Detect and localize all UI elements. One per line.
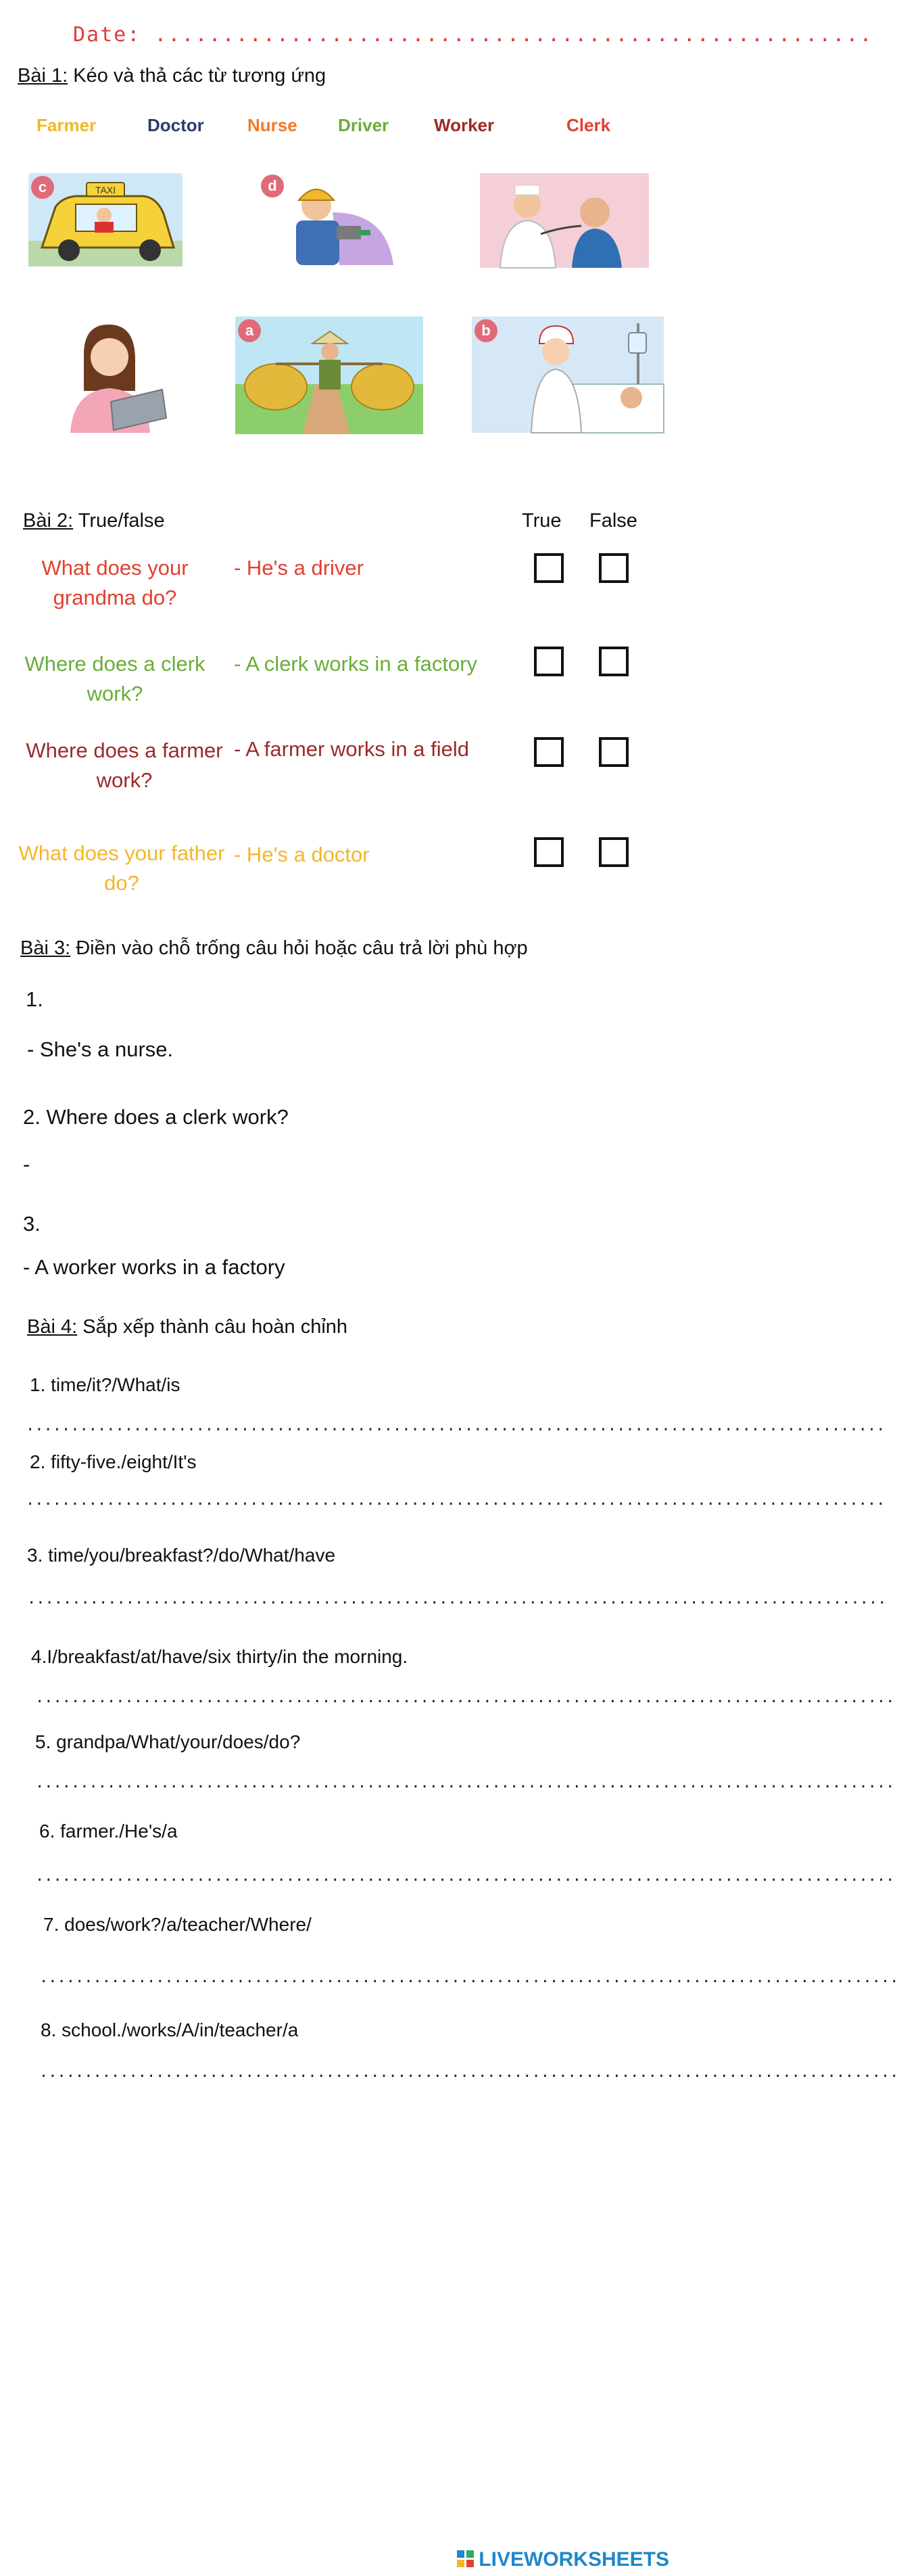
section-3-line-5: 3. <box>23 1212 41 1236</box>
section-3-line-4: - <box>23 1152 30 1176</box>
reorder-item-2: 2. fifty-five./eight/It's <box>30 1451 197 1472</box>
reorder-item-1: 1. time/it?/What/is <box>30 1374 180 1395</box>
picture-nurse <box>472 317 664 433</box>
picture-badge-a: a <box>238 319 261 342</box>
false-checkbox-1[interactable] <box>599 553 629 583</box>
question-4: What does your father do? <box>18 841 225 895</box>
section-2-label: Bài 2: <box>23 510 74 532</box>
section-1-heading <box>18 65 326 87</box>
picture-driver <box>28 173 183 266</box>
reorder-item-6: 6. farmer./He's/a <box>39 1821 178 1842</box>
section-1-title: Kéo và thả các từ tương ứng <box>73 65 326 87</box>
picture-badge-b: b <box>475 319 497 342</box>
reorder-item-8: 8. school./works/A/in/teacher/a <box>41 2019 299 2040</box>
section-3-line-2: - She's a nurse. <box>27 1037 174 1061</box>
word-clerk[interactable]: Clerk <box>566 115 611 135</box>
section-3-line-3: 2. Where does a clerk work? <box>23 1105 289 1129</box>
true-column-header: True <box>522 510 562 532</box>
farmer-illustration <box>235 317 423 434</box>
picture-doctor <box>480 173 649 268</box>
answer-blank-8[interactable]: ................................................................................................ <box>39 2064 899 2081</box>
answer-blank-4[interactable]: ................................................................................................ <box>35 1689 895 1706</box>
clerk-illustration <box>46 317 168 433</box>
answer-blank-6[interactable]: ................................................................................................ <box>35 1868 895 1885</box>
true-checkbox-3[interactable] <box>534 737 564 767</box>
taxi-sign: TAXI <box>95 185 116 195</box>
liveworksheets-logo <box>457 2548 669 2571</box>
question-2: Where does a clerk work? <box>24 652 205 705</box>
reorder-item-4: 4.I/breakfast/at/have/six thirty/in the morning. <box>31 1646 408 1667</box>
false-checkbox-3[interactable] <box>599 737 629 767</box>
section-2-title: True/false <box>78 510 165 532</box>
true-checkbox-1[interactable] <box>534 553 564 583</box>
picture-badge-d: d <box>261 174 284 197</box>
section-4-title: Sắp xếp thành câu hoàn chỉnh <box>82 1316 348 1338</box>
word-doctor[interactable]: Doctor <box>147 115 204 135</box>
answer-blank-5[interactable]: ................................................................................................ <box>35 1775 895 1792</box>
section-1-label: Bài 1: <box>18 65 68 87</box>
section-2-heading <box>23 510 165 532</box>
answer-3: - A farmer works in a field <box>234 737 470 761</box>
section-4-label: Bài 4: <box>27 1316 78 1338</box>
answer-4: - He's a doctor <box>234 843 370 866</box>
section-3-title: Điền vào chỗ trống câu hỏi hoặc câu trả lời phù hợp <box>76 937 528 959</box>
word-driver[interactable]: Driver <box>338 115 389 135</box>
false-checkbox-2[interactable] <box>599 647 629 676</box>
section-3-heading <box>20 937 528 960</box>
section-3-label: Bài 3: <box>20 937 71 959</box>
picture-clerk <box>46 317 168 433</box>
section-3-line-6: - A worker works in a factory <box>23 1255 285 1279</box>
liveworksheets-logo-text: LIVEWORKSHEETS <box>479 2548 669 2571</box>
picture-badge-c: c <box>31 176 54 199</box>
liveworksheets-logo-icon <box>457 2550 475 2568</box>
nurse-illustration <box>472 317 664 433</box>
date-line: Date: ..................................................... <box>73 23 873 47</box>
true-checkbox-2[interactable] <box>534 647 564 676</box>
answer-blank-3[interactable]: ................................................................................................ <box>27 1591 887 1608</box>
reorder-item-7: 7. does/work?/a/teacher/Where/ <box>43 1914 312 1935</box>
false-checkbox-4[interactable] <box>599 837 629 867</box>
answer-blank-2[interactable]: ................................................................................................ <box>26 1492 885 1509</box>
false-column-header: False <box>589 510 637 532</box>
picture-farmer <box>235 317 423 434</box>
reorder-item-5: 5. grandpa/What/your/does/do? <box>35 1731 301 1752</box>
picture-worker <box>258 172 397 265</box>
question-1: What does your grandma do? <box>41 556 189 609</box>
section-4-heading <box>27 1316 347 1338</box>
answer-blank-1[interactable]: ................................................................................................ <box>26 1418 885 1434</box>
section-3-line-1: 1. <box>26 987 43 1011</box>
word-worker[interactable]: Worker <box>434 115 495 135</box>
doctor-illustration <box>480 173 649 268</box>
answer-1: - He's a driver <box>234 556 364 580</box>
true-checkbox-4[interactable] <box>534 837 564 867</box>
word-farmer[interactable]: Farmer <box>37 115 97 135</box>
word-nurse[interactable]: Nurse <box>247 115 297 135</box>
reorder-item-3: 3. time/you/breakfast?/do/What/have <box>27 1545 336 1566</box>
answer-blank-7[interactable]: ................................................................................................ <box>39 1969 899 1986</box>
question-3: Where does a farmer work? <box>26 739 223 792</box>
answer-2: - A clerk works in a factory <box>234 652 478 676</box>
